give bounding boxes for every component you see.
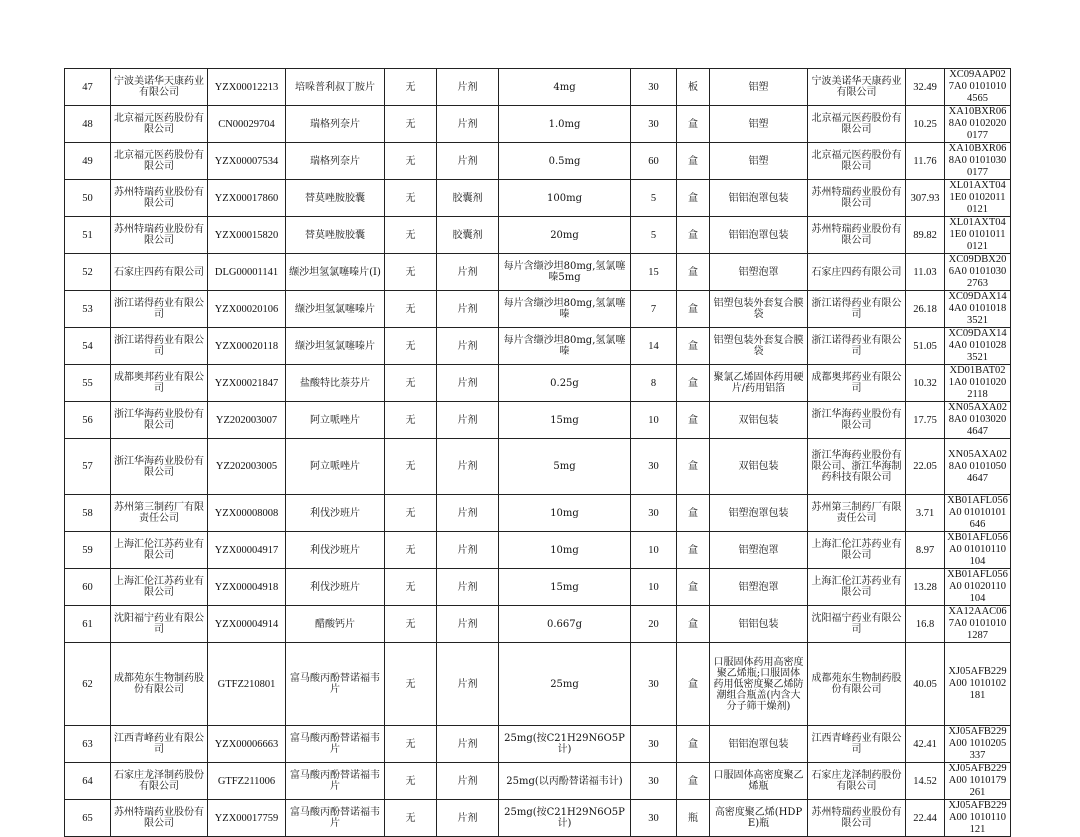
drug-name: 醋酸钙片 [286,606,385,643]
company-cell: 成都奥邦药业有限公司 [111,365,208,402]
company-cell: 浙江华海药业股份有限公司 [111,402,208,439]
license-holder: 苏州特瑞药业股份有限公司 [808,180,906,217]
quantity: 10 [631,532,677,569]
price: 14.52 [906,763,945,800]
row-number: 65 [65,800,111,837]
row-number: 56 [65,402,111,439]
specification: 5mg [499,439,631,495]
dosage-form: 片剂 [437,643,499,726]
drug-name: 缬沙坦氢氯噻嗪片(Ⅰ) [286,254,385,291]
row-number: 55 [65,365,111,402]
company-cell: 北京福元医药股份有限公司 [111,143,208,180]
drug-code: XC09AAP027A0 01010104565 [945,69,1011,106]
dosage-form: 片剂 [437,569,499,606]
price: 22.05 [906,439,945,495]
drug-code: XA12AAC067A0 01010101287 [945,606,1011,643]
drug-name: 利伐沙班片 [286,569,385,606]
specification: 15mg [499,402,631,439]
price: 17.75 [906,402,945,439]
flag-cell: 无 [385,106,437,143]
dosage-form: 片剂 [437,291,499,328]
dosage-form: 胶囊剂 [437,217,499,254]
specification: 0.5mg [499,143,631,180]
unit-cell: 盒 [677,143,710,180]
table-row [65,643,1011,726]
company-cell: 石家庄四药有限公司 [111,254,208,291]
drug-code: XL01AXT041E0 01020110121 [945,180,1011,217]
company-cell: 苏州第三制药厂有限责任公司 [111,495,208,532]
drug-code: XA10BXR068A0 01020200177 [945,106,1011,143]
flag-cell: 无 [385,439,437,495]
table-body [65,69,1011,837]
unit-cell: 盒 [677,106,710,143]
flag-cell: 无 [385,69,437,106]
license-holder: 江西青峰药业有限公司 [808,726,906,763]
drug-name: 富马酸丙酚替诺福韦片 [286,763,385,800]
flag-cell: 无 [385,328,437,365]
company-cell: 浙江诺得药业有限公司 [111,328,208,365]
packaging: 铝铝泡罩包装 [710,180,808,217]
price: 32.49 [906,69,945,106]
table-row [65,69,1011,106]
specification: 10mg [499,495,631,532]
approval-number: YZ202003005 [208,439,286,495]
approval-number: YZX00017759 [208,800,286,837]
packaging: 铝塑泡罩 [710,254,808,291]
packaging: 双铝包装 [710,402,808,439]
license-holder: 上海汇伦江苏药业有限公司 [808,532,906,569]
company-cell: 苏州特瑞药业股份有限公司 [111,800,208,837]
packaging: 铝塑包装外套复合膜袋 [710,328,808,365]
row-number: 62 [65,643,111,726]
license-holder: 苏州第三制药厂有限责任公司 [808,495,906,532]
table-row [65,328,1011,365]
license-holder: 石家庄四药有限公司 [808,254,906,291]
drug-code: XB01AFL056A0 01020110104 [945,569,1011,606]
row-number: 50 [65,180,111,217]
table-row [65,569,1011,606]
row-number: 63 [65,726,111,763]
quantity: 30 [631,495,677,532]
drug-table [64,68,1011,837]
quantity: 30 [631,763,677,800]
price: 13.28 [906,569,945,606]
row-number: 54 [65,328,111,365]
approval-number: YZX00020118 [208,328,286,365]
company-cell: 石家庄龙泽制药股份有限公司 [111,763,208,800]
price: 51.05 [906,328,945,365]
company-cell: 苏州特瑞药业股份有限公司 [111,180,208,217]
unit-cell: 盒 [677,291,710,328]
license-holder: 石家庄龙泽制药股份有限公司 [808,763,906,800]
unit-cell: 盒 [677,532,710,569]
unit-cell: 盒 [677,606,710,643]
approval-number: YZ202003007 [208,402,286,439]
company-cell: 上海汇伦江苏药业有限公司 [111,532,208,569]
dosage-form: 片剂 [437,254,499,291]
specification: 100mg [499,180,631,217]
approval-number: YZX00021847 [208,365,286,402]
price: 3.71 [906,495,945,532]
drug-code: XB01AFL056A0 01010101646 [945,495,1011,532]
table-row [65,402,1011,439]
unit-cell: 盒 [677,180,710,217]
specification: 15mg [499,569,631,606]
table-row [65,439,1011,495]
license-holder: 成都奥邦药业有限公司 [808,365,906,402]
drug-name: 利伐沙班片 [286,532,385,569]
approval-number: CN00029704 [208,106,286,143]
price: 11.03 [906,254,945,291]
row-number: 52 [65,254,111,291]
specification: 25mg [499,643,631,726]
unit-cell: 盒 [677,254,710,291]
approval-number: YZX00008008 [208,495,286,532]
drug-name: 阿立哌唑片 [286,439,385,495]
drug-name: 富马酸丙酚替诺福韦片 [286,643,385,726]
unit-cell: 盒 [677,643,710,726]
dosage-form: 片剂 [437,532,499,569]
table-row [65,726,1011,763]
row-number: 53 [65,291,111,328]
packaging: 双铝包装 [710,439,808,495]
dosage-form: 片剂 [437,495,499,532]
dosage-form: 片剂 [437,328,499,365]
packaging: 铝铝包装 [710,606,808,643]
unit-cell: 盒 [677,726,710,763]
row-number: 64 [65,763,111,800]
drug-code: XJ05AFB229A00 1010179261 [945,763,1011,800]
drug-name: 替莫唑胺胶囊 [286,217,385,254]
quantity: 15 [631,254,677,291]
approval-number: DLG00001141 [208,254,286,291]
packaging: 铝铝泡罩包装 [710,726,808,763]
quantity: 30 [631,439,677,495]
packaging: 铝塑泡罩 [710,532,808,569]
price: 26.18 [906,291,945,328]
drug-code: XL01AXT041E0 01010110121 [945,217,1011,254]
license-holder: 浙江诺得药业有限公司 [808,291,906,328]
company-cell: 浙江诺得药业有限公司 [111,291,208,328]
drug-name: 培哚普利叔丁胺片 [286,69,385,106]
company-cell: 江西青峰药业有限公司 [111,726,208,763]
packaging: 铝塑包装外套复合膜袋 [710,291,808,328]
table-row [65,606,1011,643]
flag-cell: 无 [385,291,437,328]
unit-cell: 盒 [677,217,710,254]
flag-cell: 无 [385,606,437,643]
quantity: 7 [631,291,677,328]
unit-cell: 瓶 [677,800,710,837]
license-holder: 沈阳福宁药业有限公司 [808,606,906,643]
drug-name: 富马酸丙酚替诺福韦片 [286,726,385,763]
drug-code: XC09DAX144A0 01010283521 [945,328,1011,365]
price: 307.93 [906,180,945,217]
table-row [65,495,1011,532]
quantity: 5 [631,180,677,217]
unit-cell: 盒 [677,569,710,606]
quantity: 14 [631,328,677,365]
drug-code: XA10BXR068A0 01010300177 [945,143,1011,180]
flag-cell: 无 [385,143,437,180]
flag-cell: 无 [385,726,437,763]
row-number: 48 [65,106,111,143]
packaging: 铝铝泡罩包装 [710,217,808,254]
license-holder: 北京福元医药股份有限公司 [808,106,906,143]
flag-cell: 无 [385,180,437,217]
quantity: 30 [631,726,677,763]
table-row [65,763,1011,800]
drug-code: XN05AXA028A0 01010504647 [945,439,1011,495]
unit-cell: 盒 [677,328,710,365]
specification: 0.667g [499,606,631,643]
row-number: 59 [65,532,111,569]
table-row [65,254,1011,291]
company-cell: 上海汇伦江苏药业有限公司 [111,569,208,606]
drug-code: XC09DBX206A0 01010302763 [945,254,1011,291]
packaging: 铝塑 [710,143,808,180]
flag-cell: 无 [385,495,437,532]
company-cell: 成都苑东生物制药股份有限公司 [111,643,208,726]
drug-price-sheet [64,68,1011,837]
company-cell: 宁波美诺华天康药业有限公司 [111,69,208,106]
table-row [65,365,1011,402]
approval-number: YZX00015820 [208,217,286,254]
license-holder: 上海汇伦江苏药业有限公司 [808,569,906,606]
specification: 20mg [499,217,631,254]
approval-number: YZX00006663 [208,726,286,763]
specification: 每片含缬沙坦80mg,氢氯噻嗪5mg [499,254,631,291]
drug-name: 瑞格列奈片 [286,106,385,143]
dosage-form: 片剂 [437,606,499,643]
quantity: 30 [631,69,677,106]
table-row [65,800,1011,837]
flag-cell: 无 [385,643,437,726]
table-row [65,143,1011,180]
price: 89.82 [906,217,945,254]
price: 10.25 [906,106,945,143]
flag-cell: 无 [385,254,437,291]
specification: 25mg(按C21H29N6O5P计) [499,800,631,837]
dosage-form: 片剂 [437,402,499,439]
price: 42.41 [906,726,945,763]
unit-cell: 盒 [677,763,710,800]
row-number: 58 [65,495,111,532]
drug-code: XC09DAX144A0 01010183521 [945,291,1011,328]
approval-number: YZX00004917 [208,532,286,569]
flag-cell: 无 [385,402,437,439]
approval-number: GTFZ211006 [208,763,286,800]
row-number: 47 [65,69,111,106]
specification: 25mg(以丙酚替诺福韦计) [499,763,631,800]
specification: 1.0mg [499,106,631,143]
quantity: 30 [631,800,677,837]
unit-cell: 盒 [677,365,710,402]
quantity: 10 [631,402,677,439]
dosage-form: 片剂 [437,69,499,106]
packaging: 铝塑泡罩包装 [710,495,808,532]
drug-name: 利伐沙班片 [286,495,385,532]
packaging: 铝塑泡罩 [710,569,808,606]
drug-name: 替莫唑胺胶囊 [286,180,385,217]
specification: 10mg [499,532,631,569]
specification: 每片含缬沙坦80mg,氢氯噻嗪 [499,291,631,328]
quantity: 10 [631,569,677,606]
table-row [65,180,1011,217]
row-number: 61 [65,606,111,643]
license-holder: 浙江华海药业股份有限公司 [808,402,906,439]
drug-code: XN05AXA028A0 01030204647 [945,402,1011,439]
specification: 25mg(按C21H29N6O5P计) [499,726,631,763]
row-number: 60 [65,569,111,606]
table-row [65,291,1011,328]
price: 40.05 [906,643,945,726]
packaging: 高密度聚乙烯(HDPE)瓶 [710,800,808,837]
dosage-form: 片剂 [437,763,499,800]
quantity: 20 [631,606,677,643]
dosage-form: 片剂 [437,143,499,180]
company-cell: 北京福元医药股份有限公司 [111,106,208,143]
license-holder: 浙江诺得药业有限公司 [808,328,906,365]
price: 11.76 [906,143,945,180]
row-number: 57 [65,439,111,495]
license-holder: 北京福元医药股份有限公司 [808,143,906,180]
table-row [65,217,1011,254]
flag-cell: 无 [385,763,437,800]
drug-code: XD01BAT021A0 01010202118 [945,365,1011,402]
packaging: 铝塑 [710,106,808,143]
drug-code: XJ05AFB229A00 1010205337 [945,726,1011,763]
approval-number: YZX00007534 [208,143,286,180]
flag-cell: 无 [385,800,437,837]
license-holder: 浙江华海药业股份有限公司、浙江华海制药科技有限公司 [808,439,906,495]
drug-name: 缬沙坦氢氯噻嗪片 [286,328,385,365]
price: 16.8 [906,606,945,643]
approval-number: YZX00017860 [208,180,286,217]
packaging: 口服固体药用高密度聚乙烯瓶;口服固体药用低密度聚乙烯防潮组合瓶盖(内含大分子筛干燥剂) [710,643,808,726]
company-cell: 苏州特瑞药业股份有限公司 [111,217,208,254]
drug-code: XB01AFL056A0 01010110104 [945,532,1011,569]
approval-number: GTFZ210801 [208,643,286,726]
approval-number: YZX00004918 [208,569,286,606]
unit-cell: 板 [677,69,710,106]
drug-name: 阿立哌唑片 [286,402,385,439]
license-holder: 宁波美诺华天康药业有限公司 [808,69,906,106]
row-number: 51 [65,217,111,254]
drug-name: 富马酸丙酚替诺福韦片 [286,800,385,837]
unit-cell: 盒 [677,402,710,439]
flag-cell: 无 [385,569,437,606]
dosage-form: 片剂 [437,106,499,143]
drug-name: 盐酸特比萘芬片 [286,365,385,402]
approval-number: YZX00004914 [208,606,286,643]
flag-cell: 无 [385,532,437,569]
packaging: 口服固体高密度聚乙烯瓶 [710,763,808,800]
packaging: 铝塑 [710,69,808,106]
license-holder: 苏州特瑞药业股份有限公司 [808,217,906,254]
flag-cell: 无 [385,365,437,402]
flag-cell: 无 [385,217,437,254]
dosage-form: 胶囊剂 [437,180,499,217]
quantity: 5 [631,217,677,254]
price: 8.97 [906,532,945,569]
drug-name: 瑞格列奈片 [286,143,385,180]
drug-name: 缬沙坦氢氯噻嗪片 [286,291,385,328]
unit-cell: 盒 [677,439,710,495]
price: 22.44 [906,800,945,837]
company-cell: 沈阳福宁药业有限公司 [111,606,208,643]
specification: 0.25g [499,365,631,402]
drug-code: XJ05AFB229A00 1010110121 [945,800,1011,837]
specification: 每片含缬沙坦80mg,氢氯噻嗪 [499,328,631,365]
quantity: 30 [631,643,677,726]
table-row [65,106,1011,143]
company-cell: 浙江华海药业股份有限公司 [111,439,208,495]
quantity: 60 [631,143,677,180]
row-number: 49 [65,143,111,180]
quantity: 30 [631,106,677,143]
packaging: 聚氯乙烯固体药用硬片/药用铝箔 [710,365,808,402]
table-row [65,532,1011,569]
dosage-form: 片剂 [437,439,499,495]
license-holder: 成都苑东生物制药股份有限公司 [808,643,906,726]
quantity: 8 [631,365,677,402]
unit-cell: 盒 [677,495,710,532]
dosage-form: 片剂 [437,726,499,763]
approval-number: YZX00012213 [208,69,286,106]
approval-number: YZX00020106 [208,291,286,328]
specification: 4mg [499,69,631,106]
price: 10.32 [906,365,945,402]
dosage-form: 片剂 [437,365,499,402]
license-holder: 苏州特瑞药业股份有限公司 [808,800,906,837]
drug-code: XJ05AFB229A00 1010102181 [945,643,1011,726]
dosage-form: 片剂 [437,800,499,837]
